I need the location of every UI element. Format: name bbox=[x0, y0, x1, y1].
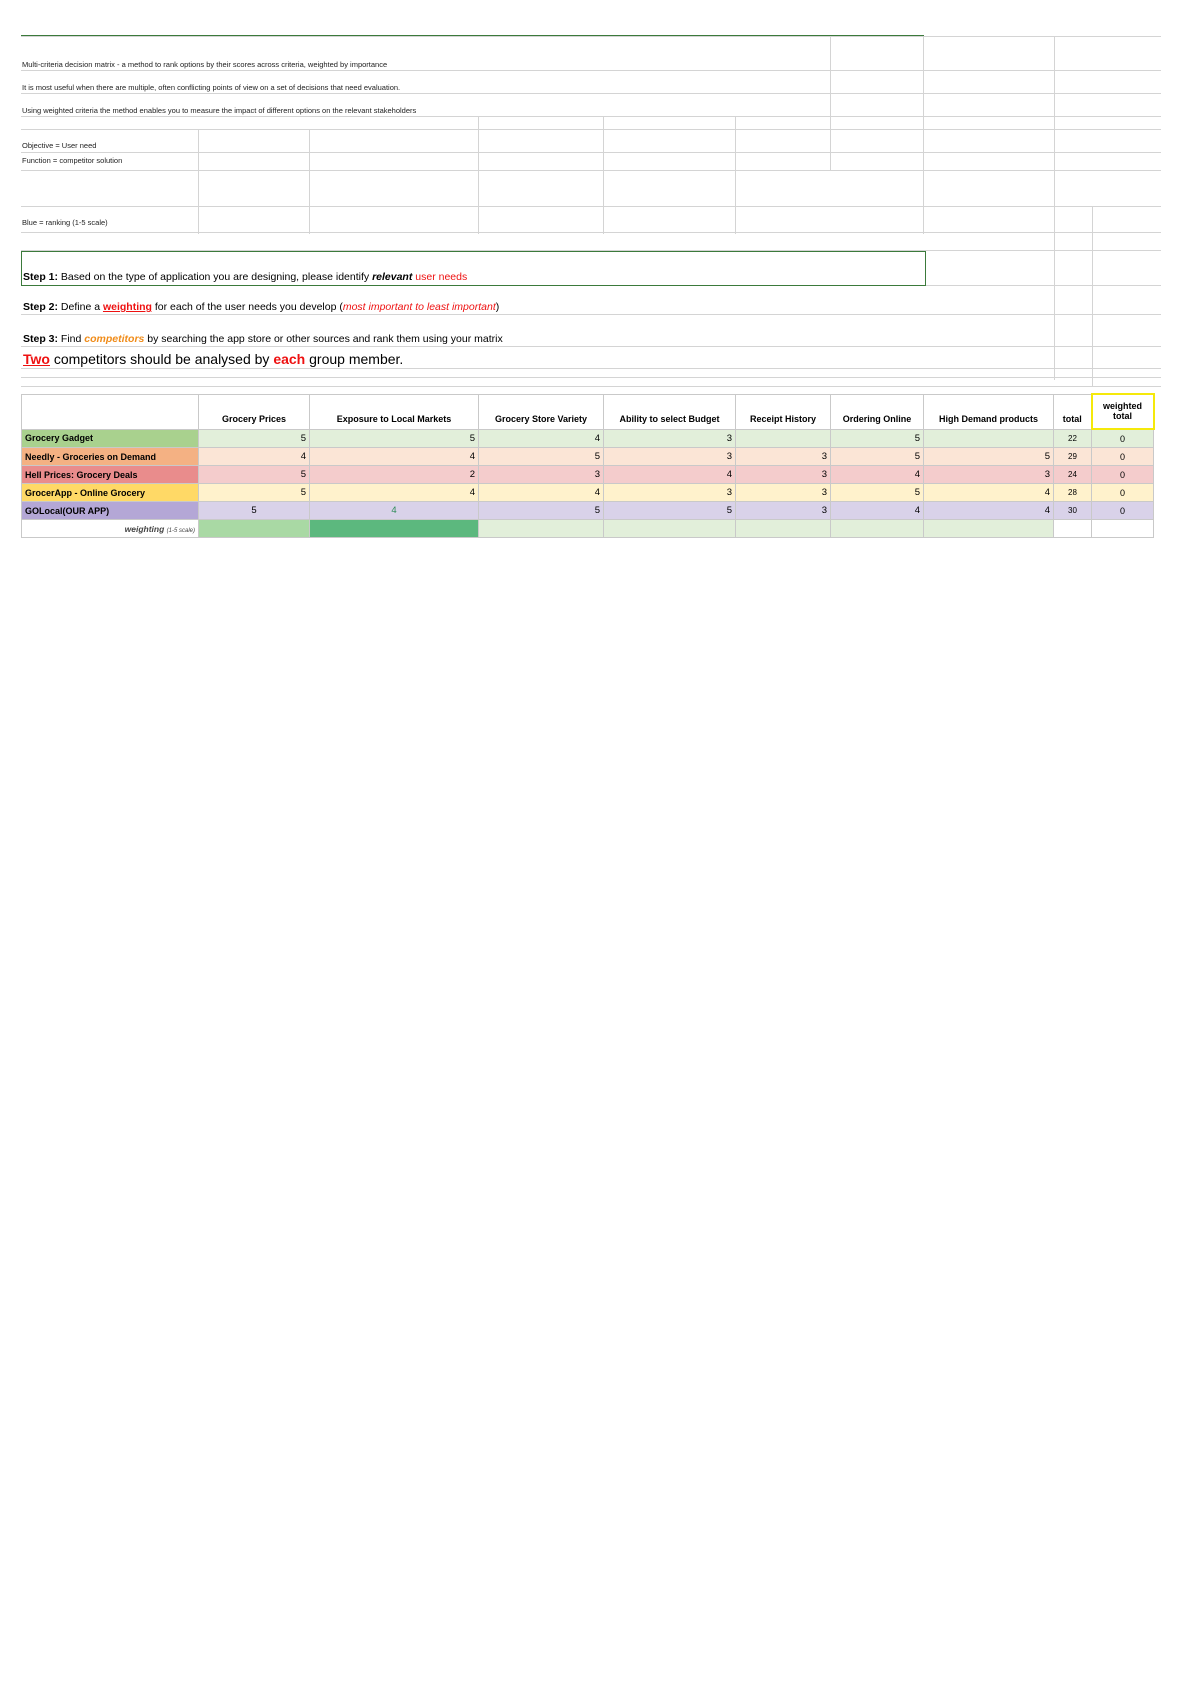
score-cell[interactable]: 4 bbox=[831, 466, 924, 484]
grid-line bbox=[21, 116, 1161, 117]
score-cell[interactable]: 5 bbox=[831, 429, 924, 448]
intro-line-1: Multi-criteria decision matrix - a method to rank options by their scores across criteria, weighted by importance bbox=[22, 60, 388, 69]
weighted-total-cell[interactable]: 0 bbox=[1092, 429, 1154, 448]
score-cell[interactable]: 3 bbox=[604, 448, 736, 466]
corner-cell bbox=[22, 394, 199, 429]
step1-emphasis: relevant bbox=[372, 271, 413, 283]
header-cell[interactable]: Grocery Prices bbox=[199, 394, 310, 429]
grid-line bbox=[830, 36, 831, 170]
grid-line bbox=[923, 170, 924, 234]
competitor-note bbox=[23, 352, 403, 366]
note-each: each bbox=[273, 351, 306, 367]
step3-competitors: competitors bbox=[84, 333, 145, 345]
grid-line bbox=[309, 129, 310, 234]
score-cell[interactable]: 3 bbox=[479, 466, 604, 484]
score-cell[interactable]: 4 bbox=[310, 484, 479, 502]
score-cell[interactable]: 3 bbox=[736, 502, 831, 520]
intro-line-2: It is most useful when there are multiple, often conflicting points of view on a set of decisions that need evaluation. bbox=[22, 83, 401, 92]
header-cell[interactable]: Ordering Online bbox=[831, 394, 924, 429]
grid-line bbox=[1054, 170, 1055, 380]
objective-note: Objective = User need bbox=[22, 141, 97, 150]
score-cell[interactable]: 5 bbox=[831, 448, 924, 466]
competitor-name[interactable]: Needly - Groceries on Demand bbox=[22, 448, 199, 466]
grid-line bbox=[21, 93, 1161, 94]
step3-body-2: by searching the app store or other sources and rank them using your matrix bbox=[144, 333, 503, 345]
table-row bbox=[22, 502, 1154, 520]
score-cell[interactable]: 5 bbox=[924, 448, 1054, 466]
step1-label: Step 1: bbox=[23, 271, 59, 283]
weighting-cell[interactable] bbox=[310, 520, 479, 538]
weighting-label bbox=[22, 520, 199, 538]
grid-line bbox=[21, 232, 1161, 233]
score-cell[interactable]: 4 bbox=[924, 502, 1054, 520]
score-cell[interactable]: 4 bbox=[310, 448, 479, 466]
score-cell[interactable]: 5 bbox=[479, 502, 604, 520]
score-cell[interactable]: 5 bbox=[831, 484, 924, 502]
competitor-name[interactable]: GrocerApp - Online Grocery bbox=[22, 484, 199, 502]
header-cell[interactable]: Receipt History bbox=[736, 394, 831, 429]
weighted-total-cell[interactable]: 0 bbox=[1092, 502, 1154, 520]
note-end: group member. bbox=[305, 351, 404, 367]
table-row bbox=[22, 484, 1154, 502]
function-note: Function = competitor solution bbox=[22, 156, 123, 165]
header-cell-total[interactable]: total bbox=[1054, 394, 1092, 429]
weighted-total-cell[interactable]: 0 bbox=[1092, 484, 1154, 502]
score-cell[interactable]: 4 bbox=[604, 466, 736, 484]
table-row bbox=[22, 429, 1154, 448]
step1-body: Based on the type of application you are designing, please identify bbox=[58, 271, 373, 283]
score-cell[interactable]: 3 bbox=[604, 484, 736, 502]
grid-line bbox=[21, 314, 1161, 315]
weighting-scale-note: (1-5 scale) bbox=[166, 527, 195, 534]
step2-text bbox=[23, 302, 499, 313]
note-two: Two bbox=[23, 351, 50, 367]
competitor-name[interactable]: Hell Prices: Grocery Deals bbox=[22, 466, 199, 484]
score-cell[interactable]: 3 bbox=[604, 429, 736, 448]
score-cell[interactable]: 4 bbox=[479, 429, 604, 448]
table-row bbox=[22, 448, 1154, 466]
score-cell[interactable]: 4 bbox=[199, 448, 310, 466]
step2-body: Define a bbox=[58, 301, 103, 313]
header-cell[interactable]: Ability to select Budget bbox=[604, 394, 736, 429]
weighting-cell[interactable] bbox=[736, 520, 831, 538]
total-cell[interactable]: 22 bbox=[1054, 429, 1092, 448]
grid-line bbox=[21, 368, 1161, 369]
score-note: Blue = ranking (1-5 scale) bbox=[22, 218, 108, 227]
weighted-total-cell[interactable]: 0 bbox=[1092, 448, 1154, 466]
grid-line bbox=[21, 377, 1161, 378]
weighting-cell[interactable] bbox=[1092, 520, 1154, 538]
grid-line bbox=[21, 70, 1161, 71]
grid-line bbox=[603, 116, 604, 234]
total-cell[interactable]: 29 bbox=[1054, 448, 1092, 466]
grid-line bbox=[1054, 36, 1055, 170]
grid-line bbox=[1092, 206, 1093, 386]
header-cell-weighted-total[interactable]: weighted total bbox=[1092, 394, 1154, 429]
grid-line bbox=[735, 116, 736, 234]
weighted-total-cell[interactable]: 0 bbox=[1092, 466, 1154, 484]
step1-user-needs: user needs bbox=[412, 271, 468, 283]
step2-body-2: for each of the user needs you develop ( bbox=[151, 301, 343, 313]
decision-matrix-table bbox=[21, 393, 1155, 538]
score-cell[interactable]: 5 bbox=[604, 502, 736, 520]
score-cell[interactable]: 5 bbox=[479, 448, 604, 466]
weighting-cell[interactable] bbox=[604, 520, 736, 538]
score-cell[interactable]: 5 bbox=[199, 502, 310, 520]
grid-line bbox=[21, 346, 1161, 347]
step3-body: Find bbox=[58, 333, 85, 345]
score-cell[interactable]: 5 bbox=[310, 429, 479, 448]
step1-text bbox=[23, 272, 467, 283]
grid-line bbox=[21, 152, 1161, 153]
total-cell[interactable]: 28 bbox=[1054, 484, 1092, 502]
header-cell[interactable]: Exposure to Local Markets bbox=[310, 394, 479, 429]
score-cell[interactable] bbox=[736, 429, 831, 448]
total-cell[interactable]: 30 bbox=[1054, 502, 1092, 520]
grid-line bbox=[923, 36, 924, 170]
score-cell[interactable]: 4 bbox=[924, 484, 1054, 502]
score-cell[interactable]: 4 bbox=[479, 484, 604, 502]
score-cell[interactable]: 4 bbox=[310, 502, 479, 520]
score-cell[interactable]: 3 bbox=[924, 466, 1054, 484]
weighting-cell[interactable] bbox=[199, 520, 310, 538]
selection-border bbox=[21, 35, 924, 36]
step3-text bbox=[23, 334, 503, 345]
grid-line bbox=[21, 170, 1161, 171]
grid-line bbox=[21, 386, 1161, 387]
score-cell[interactable]: 5 bbox=[199, 466, 310, 484]
header-cell[interactable]: High Demand products bbox=[924, 394, 1054, 429]
grid-line bbox=[21, 206, 1161, 207]
step2-end: ) bbox=[495, 301, 500, 313]
competitor-name[interactable]: GOLocal(OUR APP) bbox=[22, 502, 199, 520]
score-cell[interactable]: 3 bbox=[736, 466, 831, 484]
score-cell[interactable]: 2 bbox=[310, 466, 479, 484]
weighting-cell[interactable] bbox=[479, 520, 604, 538]
score-cell[interactable] bbox=[924, 429, 1054, 448]
intro-line-3: Using weighted criteria the method enables you to measure the impact of different options on the relevant stakeholders bbox=[22, 106, 417, 115]
score-cell[interactable]: 5 bbox=[199, 484, 310, 502]
step2-importance: most important to least important bbox=[342, 301, 496, 313]
grid-line bbox=[21, 36, 1161, 37]
note-mid: competitors should be analysed by bbox=[49, 351, 274, 367]
score-cell[interactable]: 5 bbox=[199, 429, 310, 448]
step2-weighting: weighting bbox=[102, 301, 152, 313]
score-cell[interactable]: 3 bbox=[736, 484, 831, 502]
weighting-row bbox=[22, 520, 1154, 538]
competitor-name[interactable]: Grocery Gadget bbox=[22, 429, 199, 448]
weighting-label-text: weighting bbox=[124, 523, 167, 534]
weighting-cell[interactable] bbox=[924, 520, 1054, 538]
table-row bbox=[22, 466, 1154, 484]
weighting-cell[interactable] bbox=[831, 520, 924, 538]
matrix-header-row bbox=[22, 394, 1154, 429]
total-cell[interactable]: 24 bbox=[1054, 466, 1092, 484]
grid-line bbox=[21, 129, 1161, 130]
header-cell[interactable]: Grocery Store Variety bbox=[479, 394, 604, 429]
weighting-cell[interactable] bbox=[1054, 520, 1092, 538]
score-cell[interactable]: 4 bbox=[831, 502, 924, 520]
step3-label: Step 3: bbox=[23, 333, 59, 345]
score-cell[interactable]: 3 bbox=[736, 448, 831, 466]
grid-line bbox=[478, 116, 479, 234]
step2-label: Step 2: bbox=[23, 301, 59, 313]
grid-line bbox=[198, 129, 199, 234]
